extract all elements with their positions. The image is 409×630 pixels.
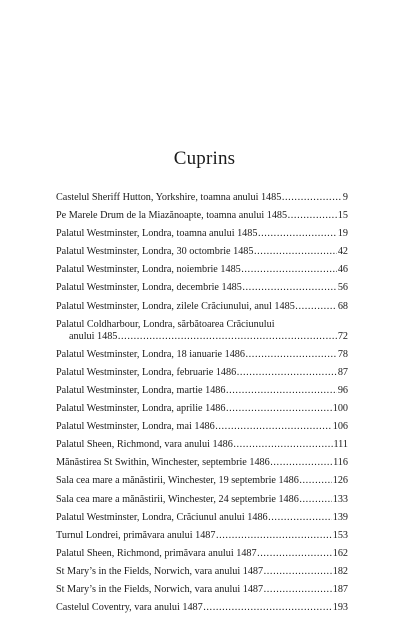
toc-entry-page: 187 (332, 583, 348, 595)
toc-entry (56, 246, 348, 258)
toc-entry-page: 96 (337, 384, 348, 396)
table-of-contents (56, 192, 348, 620)
toc-entry (56, 210, 348, 222)
toc-entry-page: 182 (332, 565, 348, 577)
toc-entry (56, 228, 348, 240)
toc-entry-title: Palatul Westminster, Londra, martie 1486 (56, 384, 226, 396)
dot-leader (270, 457, 332, 469)
toc-entry (56, 192, 348, 204)
toc-entry-page: 100 (332, 403, 348, 415)
toc-entry (56, 349, 348, 361)
toc-entry-title: Palatul Westminster, Londra, februarie 1486 (56, 366, 237, 378)
toc-entry-page: 15 (337, 210, 348, 222)
dot-leader (233, 439, 333, 451)
toc-entry-title: Palatul Westminster, Londra, 18 ianuarie 1486 (56, 348, 245, 360)
toc-entry-title: Palatul Coldharbour, Londra, sărbătoarea Crăciunului (56, 318, 275, 330)
dot-leader (203, 602, 332, 614)
toc-entry (56, 494, 348, 506)
toc-entry-title: Palatul Westminster, Londra, aprilie 1486 (56, 403, 226, 415)
toc-entry-page: 126 (332, 475, 348, 487)
toc-entry (56, 282, 348, 294)
toc-entry-page: 111 (333, 439, 348, 451)
toc-entry (56, 512, 348, 524)
toc-entry (56, 457, 348, 469)
toc-entry-page: 116 (333, 457, 348, 469)
toc-entry-page: 133 (332, 493, 348, 505)
dot-leader (226, 403, 332, 415)
toc-entry-title: Turnul Londrei, primăvara anului 1487 (56, 529, 216, 541)
toc-entry-title: St Mary’s in the Fields, Norwich, vara anului 1487 (56, 565, 264, 577)
dot-leader (299, 475, 332, 487)
toc-entry-page: 78 (337, 348, 348, 360)
dot-leader (241, 264, 337, 276)
dot-leader (268, 512, 332, 524)
toc-entry-page: 87 (337, 366, 348, 378)
toc-entry-title: Palatul Westminster, Londra, zilele Crăciunului, anul 1485 (56, 300, 295, 312)
page-title: Cuprins (173, 148, 236, 169)
toc-entry-page: 56 (337, 282, 348, 294)
dot-leader (237, 367, 338, 379)
toc-entry-title: Castelul Sheriff Hutton, Yorkshire, toamna anului 1485 (56, 192, 282, 203)
toc-entry-page: 42 (337, 246, 348, 258)
toc-entry-page: 9 (342, 192, 348, 203)
toc-entry-title: Sala cea mare a mănăstirii, Winchester, 19 septembrie 1486 (56, 475, 299, 487)
toc-entry-page: 19 (337, 228, 348, 240)
toc-entry (56, 548, 348, 560)
dot-leader (258, 228, 337, 240)
dot-leader (264, 584, 333, 596)
toc-entry (56, 367, 348, 379)
toc-entry-title: St Mary’s in the Fields, Norwich, vara anului 1487 (56, 583, 264, 595)
toc-entry (56, 584, 348, 596)
toc-entry-title: Palatul Sheen, Richmond, vara anului 1486 (56, 439, 233, 451)
toc-entry-title: Palatul Westminster, Londra, mai 1486 (56, 421, 215, 433)
toc-entry-page: 106 (332, 421, 348, 433)
toc-entry-title: Palatul Westminster, Londra, noiembrie 1485 (56, 264, 241, 276)
toc-entry-page: 139 (332, 511, 348, 523)
dot-leader (215, 421, 332, 433)
toc-entry-page: 46 (337, 264, 348, 276)
toc-entry (56, 403, 348, 415)
toc-entry (56, 475, 348, 487)
dot-leader (288, 210, 338, 222)
toc-entry (56, 530, 348, 542)
toc-entry-page: 153 (332, 529, 348, 541)
toc-entry-page: 162 (332, 547, 348, 559)
toc-entry (56, 421, 348, 433)
dot-leader (246, 349, 338, 361)
dot-leader (242, 282, 337, 294)
toc-entry-title: Sala cea mare a mănăstirii, Winchester, 24 septembrie 1486 (56, 493, 299, 505)
toc-entry-page: 193 (332, 602, 348, 614)
toc-entry (56, 602, 348, 614)
toc-entry-title: Palatul Westminster, Londra, toamna anului 1485 (56, 228, 258, 240)
toc-entry-page: 72 (337, 330, 348, 342)
dot-leader (282, 192, 343, 204)
dot-leader (295, 301, 337, 313)
toc-entry-title-continued: anului 1485 (69, 330, 118, 342)
toc-entry-title: Mănăstirea St Swithin, Winchester, septembrie 1486 (56, 457, 270, 469)
toc-entry (56, 264, 348, 276)
dot-leader (118, 331, 337, 343)
toc-entry-page: 68 (337, 300, 348, 312)
dot-leader (254, 246, 337, 258)
toc-entry-title: Palatul Westminster, Londra, decembrie 1485 (56, 282, 242, 294)
dot-leader (257, 548, 332, 560)
dot-leader (226, 385, 337, 397)
toc-entry-title: Palatul Westminster, Londra, Crăciunul anului 1486 (56, 511, 268, 523)
toc-entry (56, 385, 348, 397)
dot-leader (216, 530, 332, 542)
toc-entry-title: Palatul Sheen, Richmond, primăvara anului 1487 (56, 547, 257, 559)
toc-entry-title: Palatul Westminster, Londra, 30 octombrie 1485 (56, 246, 254, 258)
toc-entry (56, 301, 348, 313)
toc-entry-title: Castelul Coventry, vara anului 1487 (56, 602, 203, 614)
toc-entry-title: Pe Marele Drum de la Miazănoapte, toamna anului 1485 (56, 210, 288, 222)
dot-leader (264, 566, 333, 578)
toc-entry (56, 439, 348, 451)
toc-entry (56, 319, 348, 343)
dot-leader (299, 494, 332, 506)
toc-entry (56, 566, 348, 578)
